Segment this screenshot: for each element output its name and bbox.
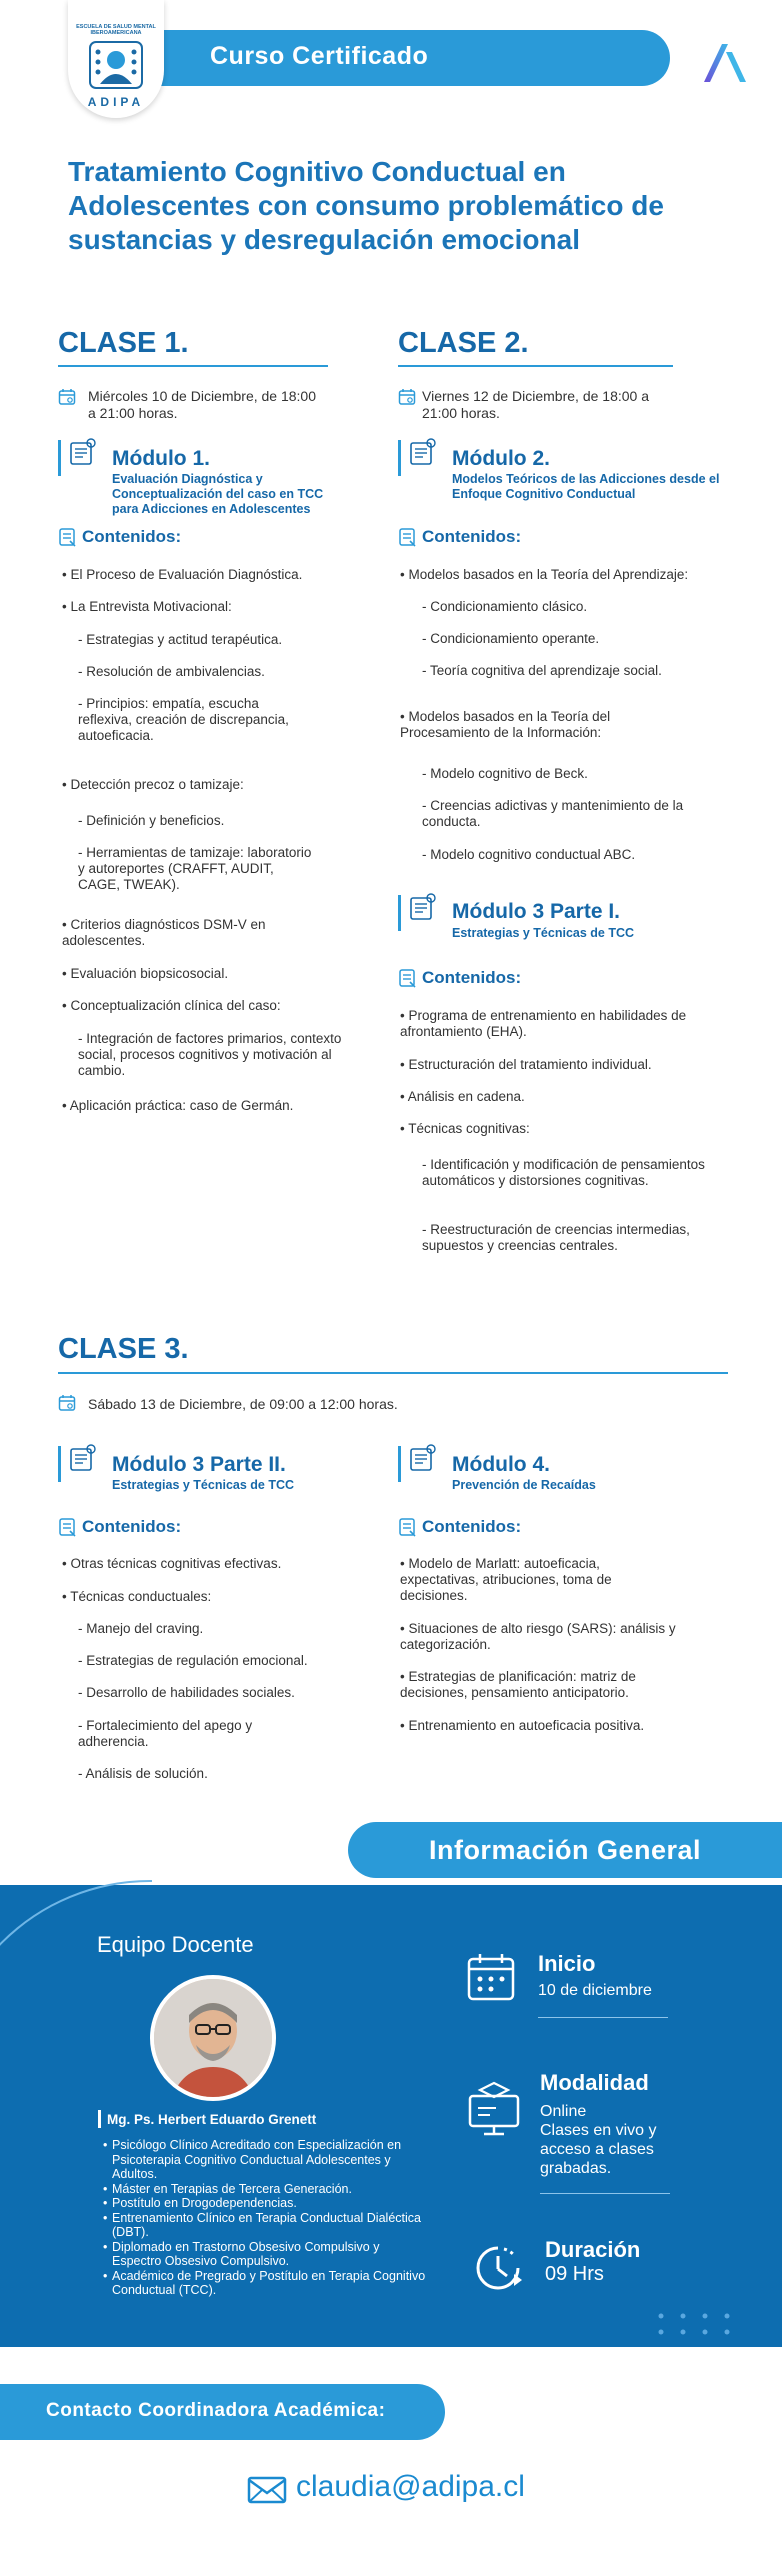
clase2-module3-subtitle: Estrategias y Técnicas de TCC: [452, 926, 635, 940]
info-divider: [538, 2017, 668, 2018]
list-item: • Técnicas conductuales:: [62, 1589, 212, 1604]
clase2-title: CLASE 2.: [398, 327, 529, 359]
course-title: Tratamiento Cognitivo Conductual en Adolescentes con consumo problemático de sustancias y desregulación emocional: [68, 156, 664, 255]
clase2-contents-label: Contenidos:: [422, 527, 522, 546]
list-item: • Detección precoz o tamizaje:: [62, 777, 244, 792]
module-bar: [398, 895, 401, 931]
clock-icon: [470, 2240, 526, 2296]
list-item: • Entrenamiento en autoeficacia positiva.: [400, 1718, 645, 1733]
clase3-rule: [58, 1372, 728, 1374]
course-label: Curso Certificado: [210, 42, 429, 70]
list-item: • Entrenamiento Clínico en Terapia Conductual Dialéctica (DBT).: [112, 2211, 432, 2240]
module-book-icon: [408, 1443, 438, 1473]
list-item: • Estructuración del tratamiento individual.: [400, 1057, 652, 1072]
list-item: - Identificación y modificación de pensamientos automáticos y distorsiones cognitivas.: [422, 1157, 705, 1188]
start-value: 10 de diciembre: [538, 1982, 652, 1999]
list-item: - Integración de factores primarios, contexto social, procesos cognitivos y motivación al cambio.: [78, 1031, 342, 1078]
contents-icon: [398, 968, 418, 988]
list-item: - Reestructuración de creencias intermedias, supuestos y creencias centrales.: [422, 1222, 690, 1253]
list-item: • Modelos basados en la Teoría del Aprendizaje:: [400, 567, 689, 582]
list-item: - Desarrollo de habilidades sociales.: [78, 1685, 295, 1700]
list-item: • Máster en Terapias de Tercera Generación.: [112, 2182, 432, 2197]
list-item: • Análisis en cadena.: [400, 1089, 525, 1104]
logo-emblem-icon: [86, 38, 146, 94]
list-item: • Académico de Pregrado y Postítulo en Terapia Cognitivo Conductual (TCC).: [112, 2269, 432, 2298]
logo-word: ADIPA: [87, 95, 145, 109]
list-item: • Estrategias de planificación: matriz de decisiones, pensamiento anticipatorio.: [400, 1669, 636, 1700]
clase3-right-contents-label: Contenidos:: [422, 1517, 522, 1536]
list-item: - Creencias adictivas y mantenimiento de la conducta.: [422, 798, 684, 829]
clase2-module3-title: Módulo 3 Parte I.: [452, 900, 621, 923]
info-title: Información General: [428, 1835, 702, 1865]
list-item: • La Entrevista Motivacional:: [62, 599, 232, 614]
clase2-date: Viernes 12 de Diciembre, de 18:00 a 21:00 horas.: [422, 388, 649, 421]
team-title: Equipo Docente: [97, 1932, 254, 1957]
calendar-icon: [58, 1394, 76, 1412]
list-item: - Estrategias y actitud terapéutica.: [78, 632, 283, 647]
list-item: - Herramientas de tamizaje: laboratorio y autoreportes (CRAFFT, AUDIT, CAGE, TWEAK).: [78, 845, 312, 892]
contents-icon: [58, 527, 78, 547]
list-item: - Condicionamiento operante.: [422, 631, 600, 646]
logo-top-text: ESCUELA DE SALUD MENTAL IBEROAMERICANA: [76, 24, 156, 36]
mail-icon: [247, 2475, 287, 2505]
module-book-icon: [408, 892, 438, 922]
list-item: • Evaluación biopsicosocial.: [62, 966, 229, 981]
module-book-icon: [68, 1443, 98, 1473]
list-item: - Manejo del craving.: [78, 1621, 204, 1636]
module-bar: [398, 440, 401, 476]
clase2-contents3-label: Contenidos:: [422, 968, 522, 987]
online-class-icon: [466, 2080, 522, 2136]
clase1-title: CLASE 1.: [58, 327, 189, 359]
module-bar: [398, 1446, 401, 1482]
list-item: - Análisis de solución.: [78, 1766, 208, 1781]
list-item: • Postítulo en Drogodependencias.: [112, 2196, 432, 2211]
list-item: • Criterios diagnósticos DSM-V en adolescentes.: [62, 917, 266, 948]
list-item: • Otras técnicas cognitivas efectivas.: [62, 1556, 282, 1571]
clase3-title: CLASE 3.: [58, 1333, 189, 1365]
contact-title: Contacto Coordinadora Académica:: [46, 2400, 386, 2421]
mode-value-detail: Clases en vivo y acceso a clases grabadas.: [540, 2122, 657, 2177]
list-item: • Aplicación práctica: caso de Germán.: [62, 1098, 294, 1113]
mode-label: Modalidad: [540, 2070, 649, 2095]
list-item: • Modelo de Marlatt: autoeficacia, expectativas, atribuciones, toma de decisiones.: [400, 1556, 612, 1603]
module-book-icon: [68, 437, 98, 467]
list-item: • Conceptualización clínica del caso:: [62, 998, 281, 1013]
list-item: - Resolución de ambivalencias.: [78, 664, 265, 679]
contents-icon: [398, 527, 418, 547]
clase3-left-contents-label: Contenidos:: [82, 1517, 182, 1536]
list-item: - Teoría cognitiva del aprendizaje social.: [422, 663, 662, 678]
duration-label: Duración: [545, 2237, 641, 2262]
module-bar: [58, 1446, 61, 1482]
mode-value-online: Online: [540, 2103, 587, 2120]
list-item: - Principios: empatía, escucha reflexiva, creación de discrepancia, autoeficacia.: [78, 696, 289, 743]
list-item: • Situaciones de alto riesgo (SARS): análisis y categorización.: [400, 1621, 676, 1652]
module-book-icon: [408, 437, 438, 467]
start-label: Inicio: [538, 1951, 596, 1976]
list-item: - Condicionamiento clásico.: [422, 599, 588, 614]
teacher-avatar: [150, 1975, 276, 2101]
clase2-module-title: Módulo 2.: [452, 447, 550, 470]
info-divider: [540, 2193, 670, 2194]
person-icon: [154, 1979, 272, 2097]
clase1-rule: [58, 365, 328, 367]
clase1-date: Miércoles 10 de Diciembre, de 18:00 a 21:00 horas.: [88, 388, 317, 421]
list-item: - Estrategias de regulación emocional.: [78, 1653, 308, 1668]
clase1-module-subtitle: Evaluación Diagnóstica y Conceptualización del caso en TCC para Adicciones en Adolescentes: [112, 472, 324, 516]
calendar-icon: [398, 388, 416, 406]
list-item: - Modelo cognitivo conductual ABC.: [422, 847, 636, 862]
list-item: • Diplomado en Trastorno Obsesivo Compulsivo y Espectro Obsesivo Compulsivo.: [112, 2240, 432, 2269]
list-item: - Definición y beneficios.: [78, 813, 225, 828]
clase1-module-title: Módulo 1.: [112, 447, 210, 470]
calendar-icon: [466, 1952, 516, 2002]
clase2-module-subtitle: Modelos Teóricos de las Adicciones desde el Enfoque Cognitivo Conductual: [452, 472, 720, 501]
list-item: • Programa de entrenamiento en habilidades de afrontamiento (EHA).: [400, 1008, 687, 1039]
teacher-name: Mg. Ps. Herbert Eduardo Grenett: [107, 2112, 317, 2127]
teacher-credentials: [102, 2138, 432, 2298]
calendar-icon: [58, 388, 76, 406]
adipa-brand-icon: [700, 38, 750, 88]
clase3-right-module-subtitle: Prevención de Recaídas: [452, 1478, 596, 1492]
clase3-right-module-title: Módulo 4.: [452, 1453, 550, 1476]
contents-icon: [58, 1517, 78, 1537]
clase2-rule: [398, 365, 673, 367]
list-item: • El Proceso de Evaluación Diagnóstica.: [62, 567, 303, 582]
clase3-left-module-subtitle: Estrategias y Técnicas de TCC: [112, 1478, 295, 1492]
duration-value: 09 Hrs: [545, 2263, 604, 2285]
contact-email-link[interactable]: claudia@adipa.cl: [296, 2470, 525, 2503]
contents-icon: [398, 1517, 418, 1537]
clase3-date: Sábado 13 de Diciembre, de 09:00 a 12:00 horas.: [88, 1396, 398, 1412]
module-bar: [58, 440, 61, 476]
list-item: • Técnicas cognitivas:: [400, 1121, 530, 1136]
clase1-contents-label: Contenidos:: [82, 527, 182, 546]
teacher-bar: [98, 2110, 101, 2128]
list-item: • Psicólogo Clínico Acreditado con Especialización en Psicoterapia Cognitivo Conductual Adolescentes y Adultos.: [112, 2138, 432, 2182]
list-item: - Modelo cognitivo de Beck.: [422, 766, 588, 781]
list-item: - Fortalecimiento del apego y adherencia.: [78, 1718, 253, 1749]
list-item: • Modelos basados en la Teoría del Procesamiento de la Información:: [400, 709, 611, 740]
clase3-left-module-title: Módulo 3 Parte II.: [112, 1453, 286, 1476]
decorative-dots-icon: [655, 2310, 735, 2340]
